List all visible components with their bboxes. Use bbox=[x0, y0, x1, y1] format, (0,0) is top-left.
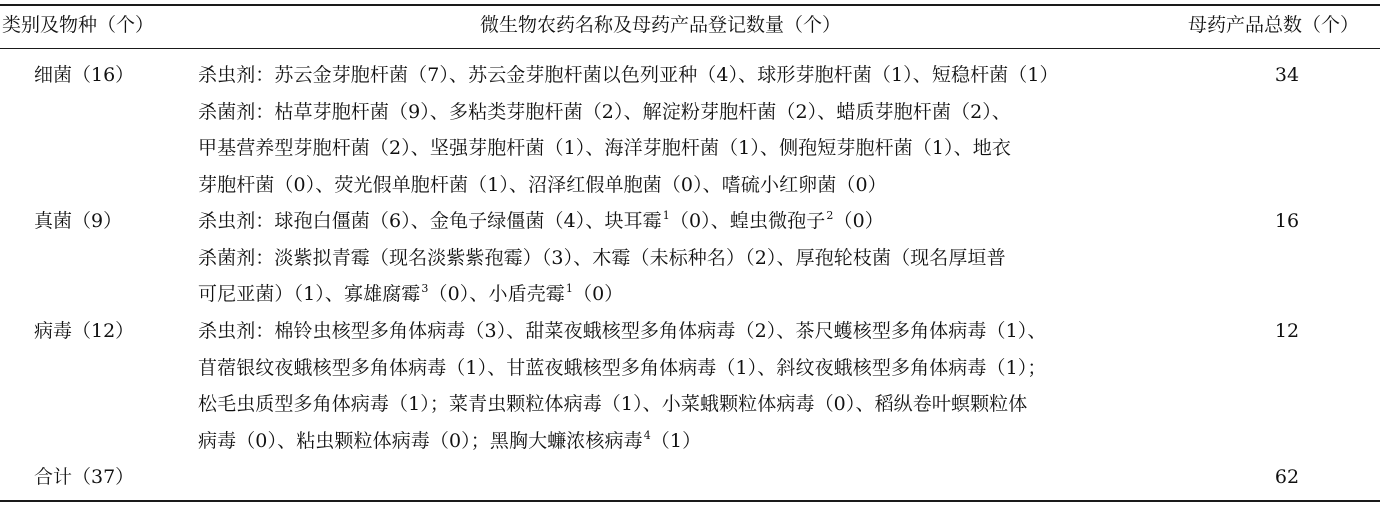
name-line bbox=[198, 99, 1188, 136]
name-text: 杀菌剂：枯草芽胞杆菌（9）、多粘类芽胞杆菌（2）、解淀粉芽胞杆菌（2）、蜡质芽胞杆菌（2）、 bbox=[198, 100, 1011, 123]
name-text: 松毛虫质型多角体病毒（1）；菜青虫颗粒体病毒（1）、小菜蛾颗粒体病毒（0）、稻纵卷叶螟颗粒体 bbox=[198, 393, 1028, 415]
footnote-marker: 1 bbox=[662, 209, 670, 222]
name-text: （0）、小盾壳霉 bbox=[428, 283, 565, 305]
footnote-marker: 4 bbox=[643, 428, 651, 442]
row-names-viruses bbox=[198, 318, 1188, 464]
footer-category-total: 合计（37） bbox=[34, 466, 135, 488]
row-names-bacteria bbox=[198, 62, 1188, 208]
header-pesticide-names: 微生物农药名称及母药产品登记数量（个） bbox=[480, 14, 842, 36]
name-text: 杀虫剂：棉铃虫核型多角体病毒（3）、甜菜夜蛾核型多角体病毒（2）、茶尺蠖核型多角体病毒（1）、 bbox=[198, 320, 1047, 342]
header-total-products: 母药产品总数（个） bbox=[1188, 14, 1360, 36]
name-text: 苜蓿银纹夜蛾核型多角体病毒（1）、甘蓝夜蛾核型多角体病毒（1）、斜纹夜蛾核型多角体病毒（1）； bbox=[198, 356, 1047, 379]
name-line bbox=[198, 428, 1188, 465]
name-text: 芽胞杆菌（0）、荧光假单胞杆菌（1）、沼泽红假单胞菌（0）、嗜硫小红卵菌（0） bbox=[198, 173, 887, 196]
name-text: 病毒（0）、粘虫颗粒体病毒（0）；黑胸大蠊浓核病毒 bbox=[198, 429, 643, 452]
name-line bbox=[198, 318, 1188, 355]
footer-grand-total: 62 bbox=[1274, 466, 1300, 488]
row-category-fungi: 真菌（9） bbox=[34, 210, 123, 232]
name-text: （0） bbox=[833, 210, 884, 232]
table-header-rule bbox=[0, 48, 1380, 49]
row-category-bacteria: 细菌（16） bbox=[34, 64, 135, 86]
name-line bbox=[198, 208, 1188, 245]
footnote-marker: 2 bbox=[826, 209, 834, 222]
name-text: 杀虫剂：苏云金芽胞杆菌（7）、苏云金芽胞杆菌以色列亚种（4）、球形芽胞杆菌（1）、短稳杆菌（1） bbox=[198, 64, 1059, 86]
name-line bbox=[198, 391, 1188, 428]
name-line bbox=[198, 355, 1188, 392]
name-text: （0）、蝗虫微孢子 bbox=[669, 210, 826, 232]
row-total-bacteria: 34 bbox=[1274, 64, 1300, 86]
name-line bbox=[198, 172, 1188, 209]
name-line bbox=[198, 135, 1188, 172]
table-bottom-rule bbox=[0, 500, 1380, 502]
row-names-fungi bbox=[198, 208, 1188, 318]
name-text: （1） bbox=[650, 429, 702, 452]
name-line bbox=[198, 62, 1188, 99]
name-text: 杀虫剂：球孢白僵菌（6）、金龟子绿僵菌（4）、块耳霉 bbox=[198, 210, 662, 232]
name-text: 甲基营养型芽胞杆菌（2）、坚强芽胞杆菌（1）、海洋芽胞杆菌（1）、侧孢短芽胞杆菌（1）、地衣 bbox=[198, 137, 1011, 159]
footnote-marker: 3 bbox=[421, 282, 429, 295]
name-line bbox=[198, 245, 1188, 282]
row-total-fungi: 16 bbox=[1274, 210, 1300, 232]
header-category: 类别及物种（个） bbox=[2, 14, 155, 36]
row-category-viruses: 病毒（12） bbox=[34, 320, 135, 342]
footnote-marker: 1 bbox=[565, 282, 573, 295]
name-text: 可尼亚菌）（1）、寡雄腐霉 bbox=[198, 283, 421, 305]
table-top-rule bbox=[0, 4, 1380, 6]
row-total-viruses: 12 bbox=[1274, 320, 1300, 342]
name-text: （0） bbox=[573, 283, 624, 305]
name-text: 杀菌剂：淡紫拟青霉（现名淡紫紫孢霉）（3）、木霉（未标种名）（2）、厚孢轮枝菌（现名厚垣普 bbox=[198, 246, 1006, 269]
name-line bbox=[198, 281, 1188, 318]
